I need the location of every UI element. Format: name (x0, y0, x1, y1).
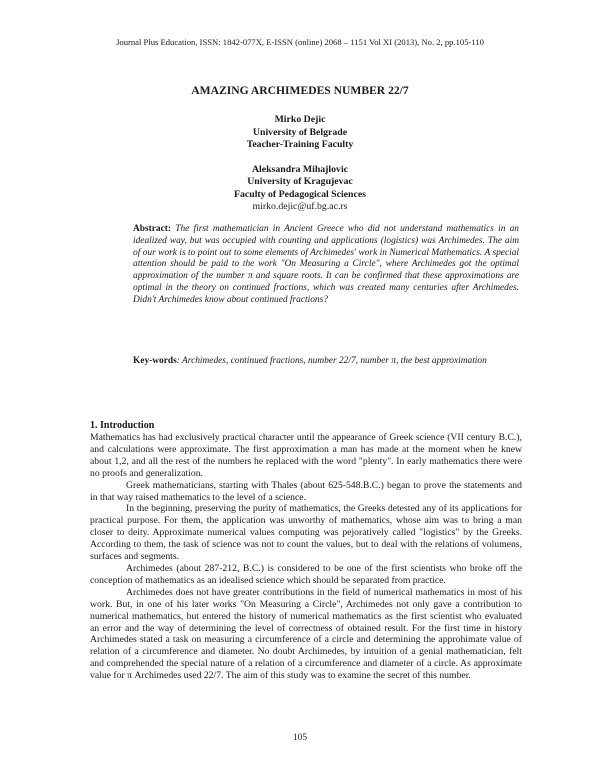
paragraph: Archimedes does not have greater contributions in the field of numerical mathematics in most of his work. But, in one of his later works "On Measuring a Circle", Archimedes not only gave a contribution to numerical mathematics, but entered the history of numerical mathematics as the first scientist who evaluated an error and the way of determining the level of correctness of obtained result. For the first time in history Archimedes stated a task on measuring a circumference of a circle and determining the approhimate value of relation of a circumference and diameter. No doubt Archimedes, by intuition of a genial mathematician, felt and comprehended the special nature of a relation of a circumference and diameter of a circle. As approximate value for π Archimedes used 22/7. The aim of this study was to examine the secret of this number. (90, 586, 522, 682)
abstract (133, 224, 519, 307)
author-affiliation: University of Belgrade (252, 126, 348, 138)
keywords (133, 356, 519, 368)
paper-title: AMAZING ARCHIMEDES NUMBER 22/7 (191, 84, 409, 97)
journal-header: Journal Plus Education, ISSN: 1842-077X, E-ISSN (online) 2068 – 1151 Vol XI (2013), No. 2, pp.105-110 (116, 37, 484, 47)
keywords-text: : Archimedes, continued fractions, number 22/7, number π, the best approximation (176, 356, 487, 366)
keywords-label: Key-words (133, 356, 177, 366)
author-name: Aleksandra Mihajlovic (251, 163, 349, 175)
abstract-text: The first mathematician in Ancient Greece who did not understand mathematics in an idealized way, but was occupied with counting and applications (logistics) was Archimedes. The aim of our work is to point out to some elements of Archimedes' work in Numerical Mathematics. A special attention should be paid to the work "On Measuring a Circle", where Archimedes got the optimal approximation of the number π and square roots. It can be confirmed that these approximations are optimal in the theory on continued fractions, which was created many centuries after Archimedes. Didn't Archimedes know about continued fractions? (133, 224, 519, 305)
paragraph: Greek mathematicians, starting with Thales (about 625-548.B.C.) began to prove the statements and in that way raised mathematics to the level of a science. (90, 479, 522, 503)
author-faculty: Faculty of Pedagogical Sciences (234, 188, 366, 200)
author-email[interactable]: mirko.dejic@uf.bg.ac.rs (252, 201, 348, 212)
page-number: 105 (292, 733, 308, 743)
author-faculty: Teacher-Training Faculty (246, 139, 354, 150)
section-heading: 1. Introduction (90, 420, 155, 431)
author-name: Mirko Dejic (274, 114, 326, 125)
author-affiliation: University of Kragujevac (247, 176, 353, 187)
abstract-label: Abstract: (133, 224, 172, 234)
paragraph: Archimedes (about 287-212, B.C.) is considered to be one of the first scientists who broke off the conception of mathematics as an idealised science which should be separated from practice. (90, 562, 522, 586)
section-body (90, 432, 522, 682)
paragraph: Mathematics has had exclusively practical character until the appearance of Greek science (VII century B.C.), and calculations were approximate. The first approximation a man has made at the moment when he knew about 1,2, and all the rest of the numbers he replaced with the word "plenty". In early mathematics there were no proofs and generalization. (90, 432, 522, 479)
author-block (0, 114, 600, 214)
paragraph: In the beginning, preserving the purity of mathematics, the Greeks detested any of its applications for practical purpose. For them, the application was unworthy of mathematics, whose aim was to bring a man closer to deity. Approximate numerical values computing was pejoratively called "logistics" by the Greeks. According to them, the task of science was not to count the values, but to deal with the relations of volumens, surfaces and segments. (90, 503, 522, 563)
